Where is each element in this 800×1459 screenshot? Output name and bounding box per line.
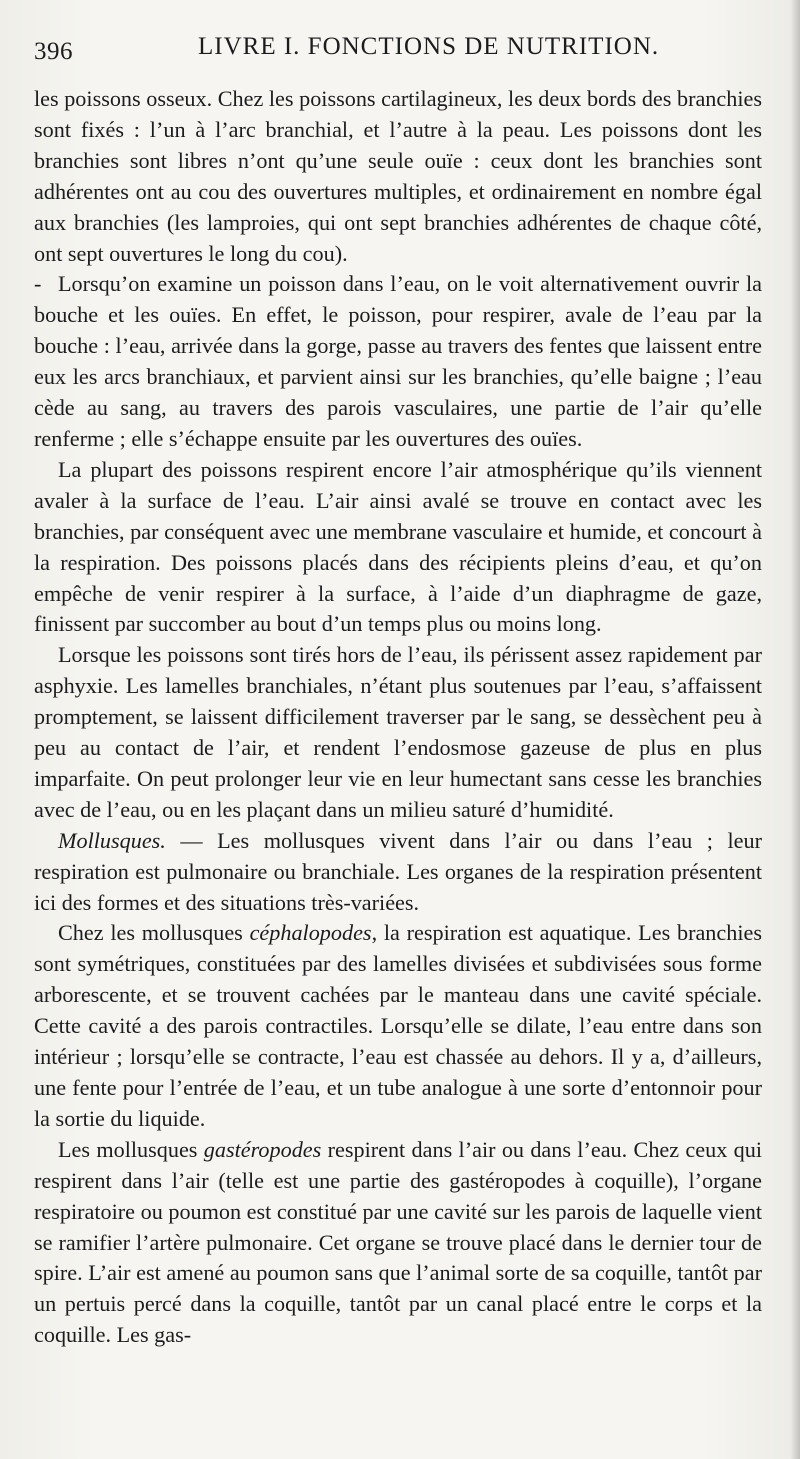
paragraph-cephalopodes (34, 918, 762, 1134)
running-head (34, 30, 762, 64)
paragraph-atmospheric-air (34, 455, 762, 640)
paragraph-lead-mark: - (34, 271, 42, 297)
paragraph-text: Lorsque les poissons sont tirés hors de l’eau, ils périssent assez rapidement par asphyxie. Les lamelles branchiales, n’étant plus soutenues par l’eau, s’affaissent promptement, se laissent difficilement traverser par le sang, se dessèchent peu à peu au contact de l’air, et rendent l’endosmose gazeuse de plus en plus imparfaite. On peut prolonger leur vie en leur humectant sans cesse les branchies avec de l’eau, ou en les plaçant dans un milieu saturé d’humidité. (34, 642, 762, 822)
paragraph-text: La plupart des poissons respirent encore l’air atmosphérique qu’ils viennent avaler à la surface de l’eau. L’air ainsi avalé se trouve en contact avec les branchies, par conséquent avec une membrane vasculaire et humide, et concourt à la respiration. Des poissons placés dans des récipients pleins d’eau, et qu’on empêche de venir respirer à la surface, à l’aide d’un diaphragme de gaze, finissent par succomber au bout d’un temps plus ou moins long. (34, 456, 762, 637)
italic-term: céphalopodes (249, 920, 372, 946)
paragraph-asphyxia (34, 640, 762, 825)
paragraph-text: — Les mollusques vivent dans l’air ou dans l’eau ; leur respiration est pulmonaire ou branchiale. Les organes de la respiration présentent ici des formes et des situations très-variées. (34, 827, 762, 915)
paragraph-text: les poissons osseux. Chez les poissons cartilagineux, les deux bords des branchies sont fixés : l’un à l’arc branchial, et l’autre à la peau. Les poissons dont les branchies sont libres n’ont qu’une seule ouïe : ceux dont les branchies sont adhérentes ont au cou des ouvertures multiples, et ordinairement en nombre égal aux branchies (les lamproies, qui ont sept branchies adhérentes de chaque côté, ont sept ouvertures le long du cou). (34, 86, 762, 266)
section-heading-mollusques: Mollusques. (58, 827, 166, 853)
italic-term: gastéropodes (203, 1136, 322, 1162)
paragraph-respiration-mechanism (34, 269, 762, 454)
body-text (34, 84, 762, 1351)
paragraph-mollusques (34, 826, 762, 919)
paragraph-gasteropodes (34, 1135, 762, 1351)
paragraph-text: respirent dans l’air ou dans l’eau. Chez ceux qui respirent dans l’air (telle est une partie des gastéropodes à coquille), l’organe respiratoire ou poumon est constitué par une cavité sur les parois de laquelle vient se ramifier l’artère pulmonaire. Cet organe se trouve placé dans le dernier tour de spire. L’air est amené au poumon sans que l’animal sorte de sa coquille, tantôt par un pertuis percé dans la coquille, tantôt par un canal placé entre le corps et la coquille. Les gas- (34, 1136, 762, 1348)
running-title: LIVRE I. FONCTIONS DE NUTRITION. (198, 33, 660, 60)
page-edge-shadow (790, 0, 800, 1459)
paragraph-text: , la respiration est aquatique. Les branchies sont symétriques, constituées par des lamelles divisées et subdivisées sous forme arborescente, et se trouvent cachées par le manteau dans une cavité spéciale. Cette cavité a des parois contractiles. Lorsqu’elle se dilate, l’eau entre dans son intérieur ; lorsqu’elle se contracte, l’eau est chassée au dehors. Il y a, d’ailleurs, une fente pour l’entrée de l’eau, et un tube analogue à une sorte d’entonnoir pour la sortie du liquide. (34, 920, 762, 1131)
paragraph-text: Lorsqu’on examine un poisson dans l’eau, on le voit alternativement ouvrir la bouche et les ouïes. En effet, le poisson, pour respirer, avale de l’eau par la bouche : l’eau, arrivée dans la gorge, passe au travers des fentes que laissent entre eux les arcs branchiaux, et parvient ainsi sur les branchies, qu’elle baigne ; l’eau cède au sang, au travers des parois vasculaires, une partie de l’air qu’elle renferme ; elle s’échappe ensuite par les ouvertures des ouïes. (34, 271, 762, 451)
page-number: 396 (34, 38, 73, 65)
paragraph-text: Les mollusques (58, 1136, 204, 1162)
paragraph-continued (34, 84, 762, 269)
paragraph-text: Chez les mollusques (58, 920, 250, 946)
